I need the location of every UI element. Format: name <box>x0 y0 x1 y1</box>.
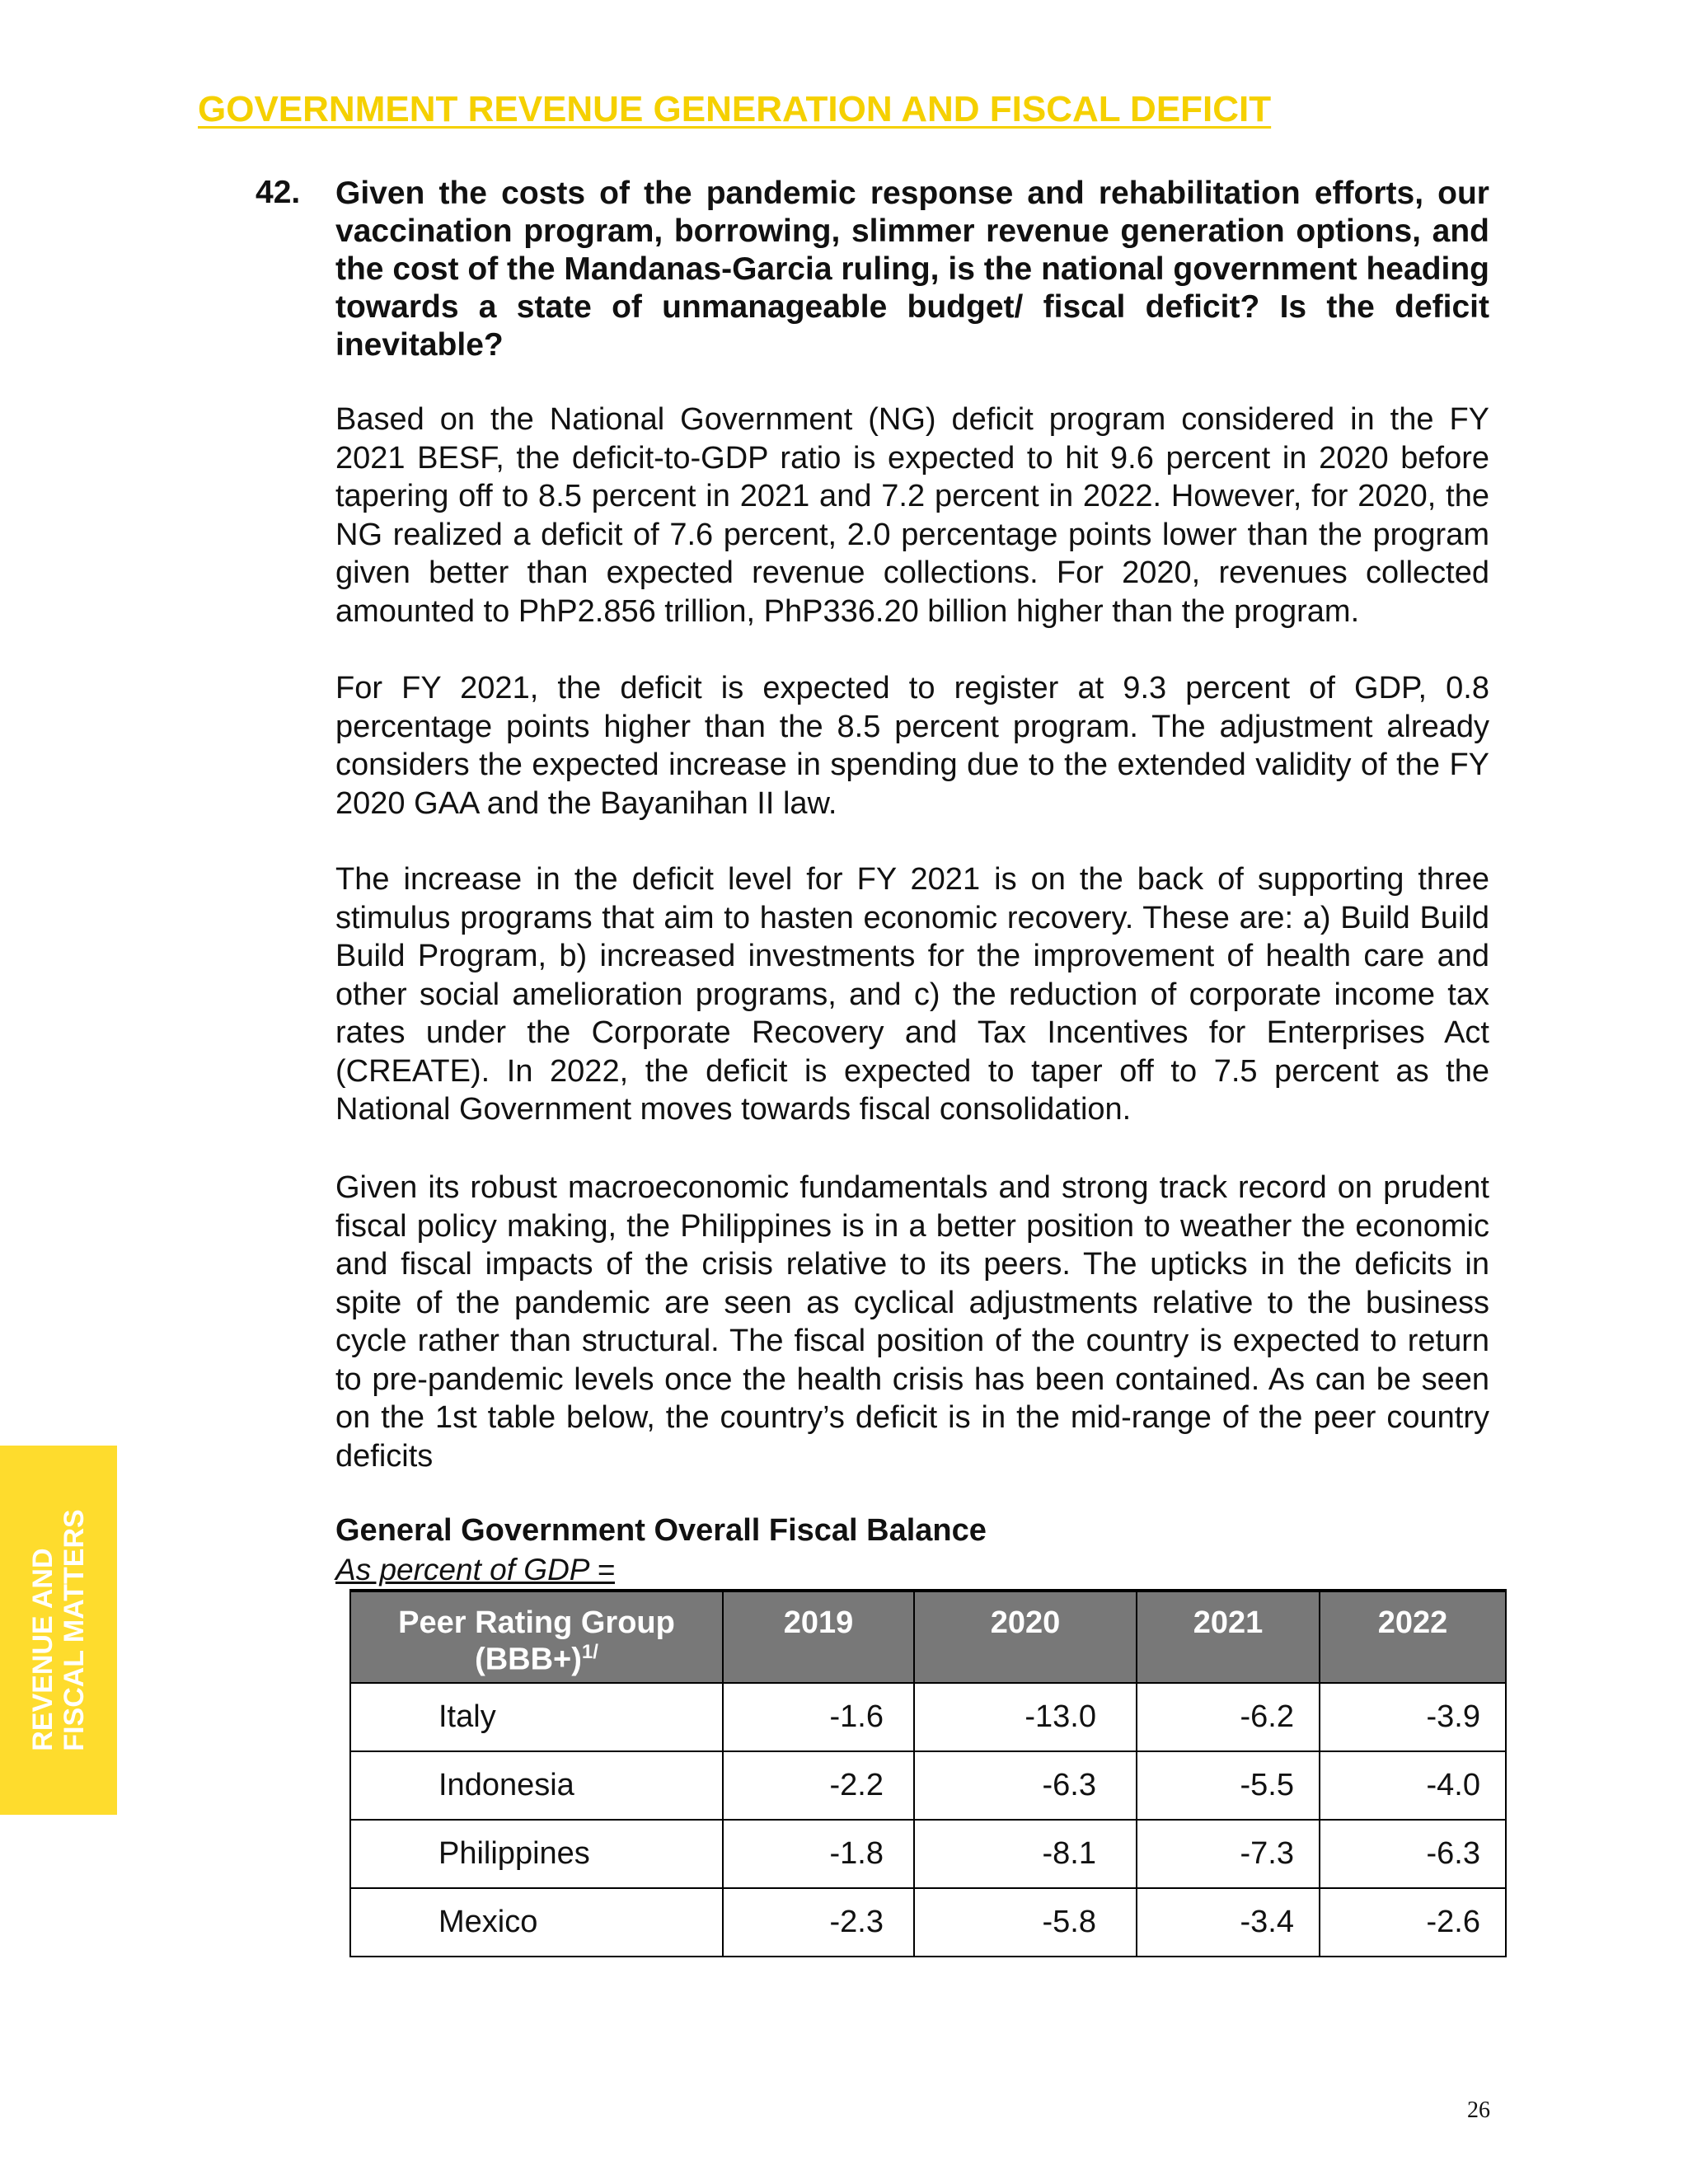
value-cell: -2.2 <box>723 1751 914 1820</box>
value-cell: -1.8 <box>723 1820 914 1888</box>
value-cell: -5.8 <box>914 1888 1137 1957</box>
value-cell: -2.6 <box>1320 1888 1506 1957</box>
value-cell: -13.0 <box>914 1683 1137 1751</box>
table-subtitle: As percent of GDP = <box>335 1553 615 1586</box>
paragraph-fy2021-deficit: For FY 2021, the deficit is expected to register at 9.3 percent of GDP, 0.8 percentage points higher than the 8.5 percent program. The adjustment already considers the expected increase in spending due to the extended validity of the FY 2020 GAA and the Bayanihan II law. <box>335 671 1489 821</box>
column-header-2019: 2019 <box>723 1591 914 1683</box>
table-header-row <box>350 1591 1506 1683</box>
value-cell: -8.1 <box>914 1820 1137 1888</box>
value-cell: -4.0 <box>1320 1751 1506 1820</box>
country-cell: Indonesia <box>350 1751 723 1820</box>
paragraph-macro-fundamentals: Given its robust macroeconomic fundamentals and strong track record on prudent fiscal policy making, the Philippines is in a better position to weather the economic and fiscal impacts of the crisis relative to its peers. The upticks in the deficits in spite of the pandemic are seen as cyclical adjustments relative to the business cycle rather than structural. The fiscal position of the country is expected to return to pre-pandemic levels once the health crisis has been contained. As can be seen on the 1st table below, the country’s deficit is in the mid-range of the peer country deficits <box>335 1170 1489 1474</box>
question-number: 42. <box>256 175 301 210</box>
side-tab-line-2: FISCAL MATTERS <box>59 1509 90 1751</box>
value-cell: -1.6 <box>723 1683 914 1751</box>
country-cell: Italy <box>350 1683 723 1751</box>
value-cell: -5.5 <box>1137 1751 1320 1820</box>
table-row <box>350 1751 1506 1820</box>
value-cell: -6.3 <box>914 1751 1137 1820</box>
column-header-2021: 2021 <box>1137 1591 1320 1683</box>
value-cell: -3.4 <box>1137 1888 1320 1957</box>
peer-group-label: Peer Rating Group (BBB+) <box>398 1605 675 1677</box>
fiscal-balance-table <box>349 1589 1507 1957</box>
table-row <box>350 1820 1506 1888</box>
value-cell: -6.2 <box>1137 1683 1320 1751</box>
column-header-2022: 2022 <box>1320 1591 1506 1683</box>
side-tab-label <box>27 1509 90 1750</box>
value-cell: -6.3 <box>1320 1820 1506 1888</box>
column-header-peer-group <box>350 1591 723 1683</box>
question-text: Given the costs of the pandemic response and rehabilitation efforts, our vaccination program, borrowing, slimmer revenue generation options, and the cost of the Mandanas-Garcia ruling, is the national government heading towards a state of unmanageable budget/ fiscal deficit? Is the deficit inevitable? <box>335 176 1489 363</box>
page-number: 26 <box>1467 2097 1490 2123</box>
country-cell: Mexico <box>350 1888 723 1957</box>
value-cell: -2.3 <box>723 1888 914 1957</box>
column-header-2020: 2020 <box>914 1591 1137 1683</box>
section-side-tab <box>0 1446 117 1815</box>
section-heading: GOVERNMENT REVENUE GENERATION AND FISCAL DEFICIT <box>198 89 1272 129</box>
value-cell: -3.9 <box>1320 1683 1506 1751</box>
paragraph-deficit-program: Based on the National Government (NG) deficit program considered in the FY 2021 BESF, the deficit-to-GDP ratio is expected to hit 9.6 percent in 2020 before tapering off to 8.5 percent in 2021 and 7.2 percent in 2022. However, for 2020, the NG realized a deficit of 7.6 percent, 2.0 percentage points lower than the program given better than expected revenue collections. For 2020, revenues collected amounted to PhP2.856 trillion, PhP336.20 billion higher than the program. <box>335 402 1489 629</box>
side-tab-line-1: REVENUE AND <box>27 1548 59 1751</box>
footnote-marker: 1/ <box>581 1641 598 1663</box>
table-row <box>350 1683 1506 1751</box>
value-cell: -7.3 <box>1137 1820 1320 1888</box>
paragraph-stimulus-programs: The increase in the deficit level for FY 2021 is on the back of supporting three stimulus programs that aim to hasten economic recovery. These are: a) Build Build Build Program, b) increased investments for the improvement of health care and other social amelioration programs, and c) the reduction of corporate income tax rates under the Corporate Recovery and Tax Incentives for Enterprises Act (CREATE). In 2022, the deficit is expected to taper off to 7.5 percent as the National Government moves towards fiscal consolidation. <box>335 862 1489 1127</box>
country-cell: Philippines <box>350 1820 723 1888</box>
table-title: General Government Overall Fiscal Balance <box>335 1513 987 1548</box>
table-row <box>350 1888 1506 1957</box>
